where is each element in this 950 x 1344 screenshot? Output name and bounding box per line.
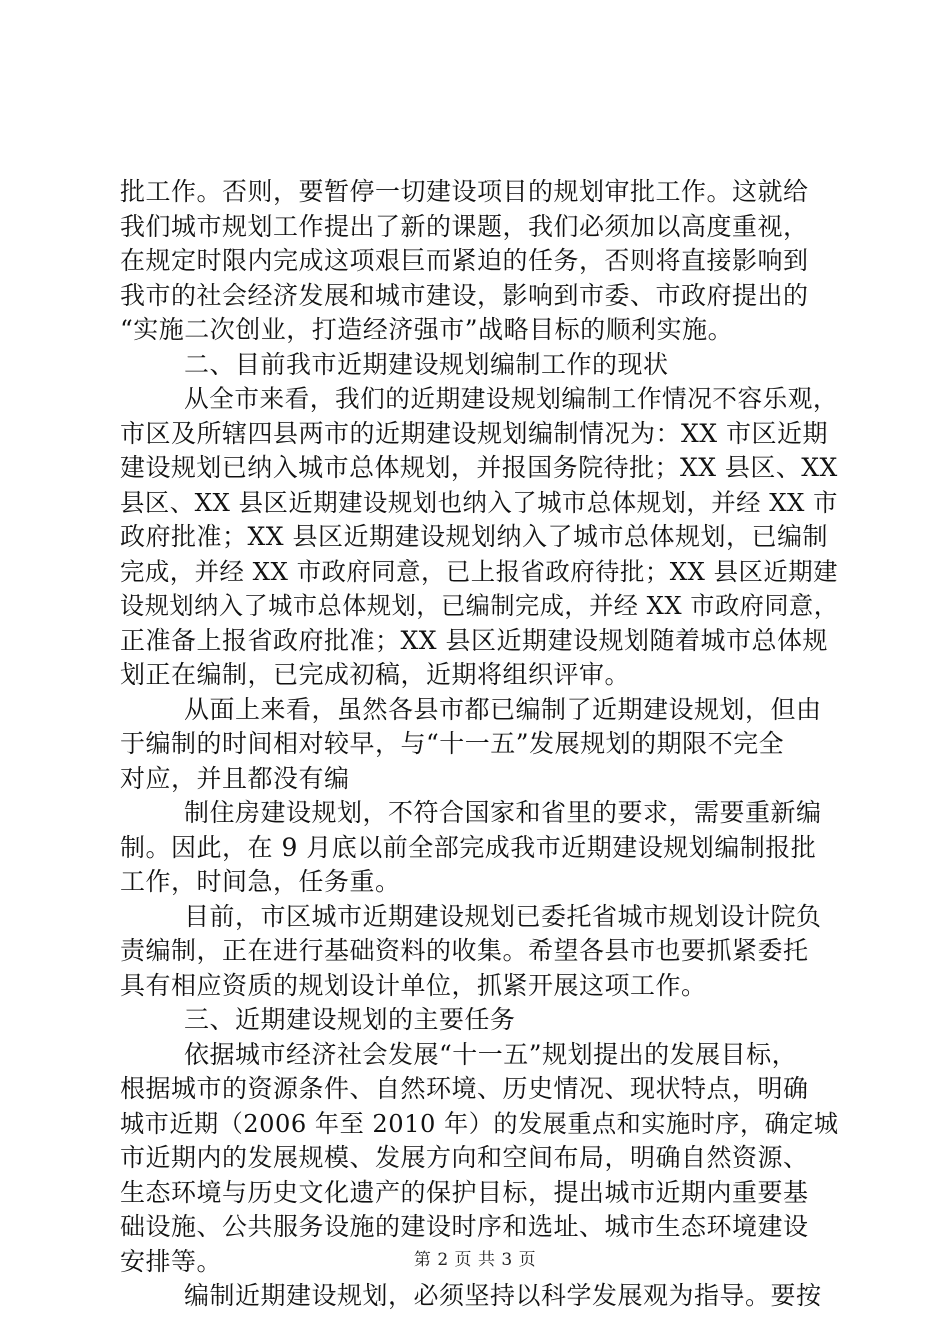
document-body [120, 175, 838, 1314]
text-line: 我们城市规划工作提出了新的课题，我们必须加以高度重视， [120, 211, 809, 241]
text-line: 市区及所辖四县两市的近期建设规划编制情况为：XX 市区近期 [120, 418, 829, 448]
text-line: 依据城市经济社会发展“十一五”规划提出的发展目标， [184, 1039, 798, 1069]
text-line: 生态环境与历史文化遗产的保护目标，提出城市近期内重要基 [120, 1177, 809, 1207]
text-line: 城市近期（2006 年至 2010 年）的发展重点和实施时序，确定城 [120, 1109, 839, 1138]
text-line: 正准备上报省政府批准；XX 县区近期建设规划随着城市总体规 [120, 625, 829, 655]
text-line: “实施二次创业，打造经济强市”战略目标的顺利实施。 [120, 315, 734, 344]
text-line: 政府批准；XX 县区近期建设规划纳入了城市总体规划，已编制 [120, 522, 829, 551]
text-line: 础设施、公共服务设施的建设时序和选址、城市生态环境建设 [120, 1212, 809, 1241]
text-line: 具有相应资质的规划设计单位，抓紧开展这项工作。 [120, 970, 707, 1000]
section-heading: 三、近期建设规划的主要任务 [184, 1005, 516, 1034]
text-line: 安排等。 [120, 1246, 223, 1276]
text-line: 制。因此，在 9 月底以前全部完成我市近期建设规划编制报批 [120, 832, 817, 862]
text-line: 批工作。否则，要暂停一切建设项目的规划审批工作。这就给 [120, 177, 809, 206]
text-line: 从面上来看，虽然各县市都已编制了近期建设规划，但由 [184, 694, 822, 724]
page-footer [0, 1245, 950, 1270]
text-line: 目前，市区城市近期建设规划已委托省城市规划设计院负 [184, 901, 822, 931]
text-line: 制住房建设规划，不符合国家和省里的要求，需要重新编 [184, 798, 822, 827]
text-line: 从全市来看，我们的近期建设规划编制工作情况不容乐观， [184, 384, 839, 413]
text-line: 建设规划已纳入城市总体规划，并报国务院待批；XX 县区、XX [120, 453, 838, 482]
text-line: 在规定时限内完成这项艰巨而紧迫的任务，否则将直接影响到 [120, 246, 809, 275]
text-line: 责编制，正在进行基础资料的收集。希望各县市也要抓紧委托 [120, 936, 809, 965]
text-line: 设规划纳入了城市总体规划，已编制完成，并经 XX 市政府同意， [120, 592, 839, 620]
section-heading: 二、目前我市近期建设规划编制工作的现状 [184, 349, 669, 379]
text-line: 工作，时间急，任务重。 [120, 867, 401, 896]
text-line: 编制近期建设规划，必须坚持以科学发展观为指导。要按 [184, 1281, 822, 1310]
text-line: 市近期内的发展规模、发展方向和空间布局，明确自然资源、 [120, 1143, 809, 1172]
text-line: 根据城市的资源条件、自然环境、历史情况、现状特点，明确 [120, 1074, 809, 1103]
text-line: 划正在编制，已完成初稿，近期将组织评审。 [120, 660, 631, 689]
text-line: 我市的社会经济发展和城市建设，影响到市委、市政府提出的 [120, 280, 809, 310]
text-line: 完成，并经 XX 市政府同意，已上报省政府待批；XX 县区近期建 [120, 556, 839, 586]
page-number: 第 2 页 共 3 页 [413, 1250, 537, 1270]
text-line: 于编制的时间相对较早，与“十一五”发展规划的期限不完全 [120, 729, 785, 758]
text-line: 对应，并且都没有编 [120, 763, 350, 793]
text-line: 县区、XX 县区近期建设规划也纳入了城市总体规划，并经 XX 市 [120, 487, 839, 517]
